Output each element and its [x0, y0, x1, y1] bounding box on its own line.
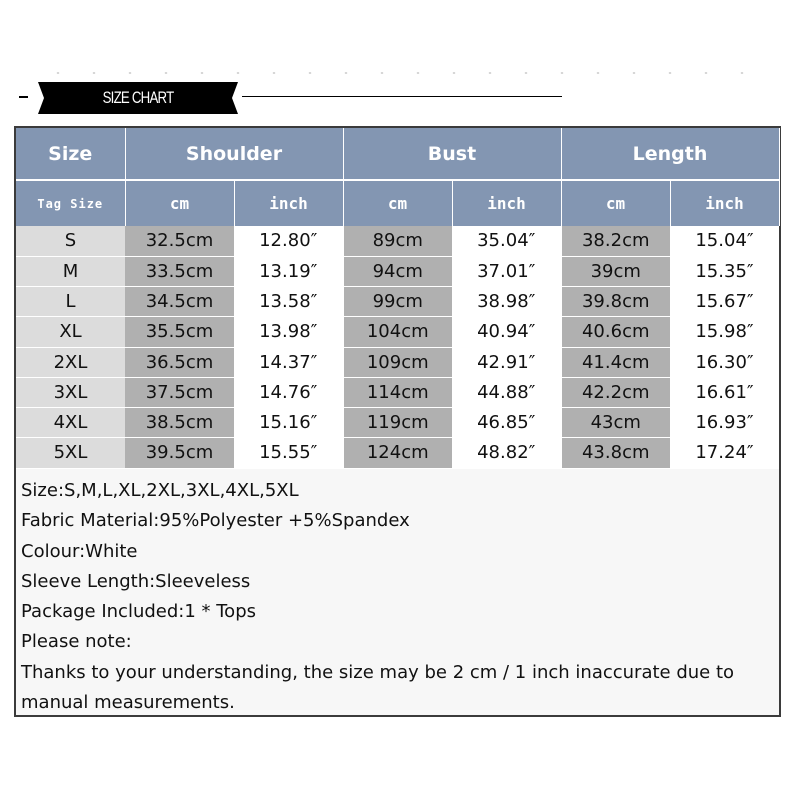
cm-cell: 34.5cm: [125, 287, 234, 317]
size-cell: L: [16, 287, 125, 317]
cm-cell: 94cm: [343, 256, 452, 286]
cm-cell: 41.4cm: [561, 347, 670, 377]
note-size: Size:S,M,L,XL,2XL,3XL,4XL,5XL: [21, 480, 299, 501]
size-cell: 2XL: [16, 347, 125, 377]
left-dash: [19, 96, 28, 98]
inch-cell: 46.85″: [452, 408, 561, 438]
inch-cell: 15.35″: [670, 256, 779, 286]
table-body: [16, 226, 779, 468]
inch-cell: 16.61″: [670, 377, 779, 407]
product-notes: [21, 476, 781, 718]
decorative-dot-line: [40, 72, 760, 74]
size-cell: 4XL: [16, 408, 125, 438]
note-colour: Colour:White: [21, 540, 138, 562]
cm-cell: 109cm: [343, 347, 452, 377]
cm-cell: 35.5cm: [125, 317, 234, 347]
inch-cell: 38.98″: [452, 287, 561, 317]
header-unit: cm: [343, 180, 452, 226]
note-fabric: Fabric Material:95%Polyester +5%Spandex: [21, 510, 410, 532]
title-rule: [242, 96, 562, 97]
inch-cell: 13.58″: [234, 287, 343, 317]
size-cell: S: [16, 226, 125, 256]
header-bust: Bust: [343, 128, 561, 180]
cm-cell: 36.5cm: [125, 347, 234, 377]
header-size: Size: [16, 128, 125, 180]
note-please-note: Please note:: [21, 631, 132, 653]
size-cell: M: [16, 256, 125, 286]
note-thanks-line2: manual measurements.: [21, 692, 235, 714]
cm-cell: 40.6cm: [561, 317, 670, 347]
header-length: Length: [561, 128, 779, 180]
inch-cell: 13.98″: [234, 317, 343, 347]
inch-cell: 44.88″: [452, 377, 561, 407]
table-row: [16, 317, 779, 347]
inch-cell: 12.80″: [234, 226, 343, 256]
inch-cell: 35.04″: [452, 226, 561, 256]
size-table: [16, 128, 780, 469]
cm-cell: 39.5cm: [125, 438, 234, 468]
header-unit: inch: [452, 180, 561, 226]
cm-cell: 37.5cm: [125, 377, 234, 407]
cm-cell: 43.8cm: [561, 438, 670, 468]
table-unit-header-row: [16, 180, 779, 226]
inch-cell: 15.98″: [670, 317, 779, 347]
header-unit: inch: [234, 180, 343, 226]
inch-cell: 40.94″: [452, 317, 561, 347]
cm-cell: 99cm: [343, 287, 452, 317]
inch-cell: 16.30″: [670, 347, 779, 377]
table-row: [16, 226, 779, 256]
table-row: [16, 347, 779, 377]
inch-cell: 37.01″: [452, 256, 561, 286]
header-unit: cm: [125, 180, 234, 226]
inch-cell: 15.16″: [234, 408, 343, 438]
cm-cell: 119cm: [343, 408, 452, 438]
table-row: [16, 377, 779, 407]
table-row: [16, 287, 779, 317]
inch-cell: 15.55″: [234, 438, 343, 468]
table-row: [16, 438, 779, 468]
cm-cell: 124cm: [343, 438, 452, 468]
cm-cell: 39.8cm: [561, 287, 670, 317]
cm-cell: 42.2cm: [561, 377, 670, 407]
size-cell: 3XL: [16, 377, 125, 407]
cm-cell: 104cm: [343, 317, 452, 347]
header-shoulder: Shoulder: [125, 128, 343, 180]
size-chart-title-tag: [38, 82, 238, 114]
note-package: Package Included:1 * Tops: [21, 601, 256, 623]
cm-cell: 114cm: [343, 377, 452, 407]
inch-cell: 15.04″: [670, 226, 779, 256]
header-unit: cm: [561, 180, 670, 226]
cm-cell: 38.5cm: [125, 408, 234, 438]
size-chart-title: SIZE CHART: [102, 88, 174, 107]
header-tag-size: Tag Size: [16, 180, 125, 226]
inch-cell: 48.82″: [452, 438, 561, 468]
table-row: [16, 256, 779, 286]
table-row: [16, 408, 779, 438]
inch-cell: 13.19″: [234, 256, 343, 286]
size-cell: 5XL: [16, 438, 125, 468]
inch-cell: 14.37″: [234, 347, 343, 377]
cm-cell: 32.5cm: [125, 226, 234, 256]
cm-cell: 33.5cm: [125, 256, 234, 286]
inch-cell: 17.24″: [670, 438, 779, 468]
cm-cell: 38.2cm: [561, 226, 670, 256]
cm-cell: 89cm: [343, 226, 452, 256]
inch-cell: 42.91″: [452, 347, 561, 377]
inch-cell: 14.76″: [234, 377, 343, 407]
note-sleeve: Sleeve Length:Sleeveless: [21, 570, 251, 592]
table-group-header-row: [16, 128, 779, 180]
note-thanks-line1: Thanks to your understanding, the size may be 2 cm / 1 inch inaccurate due to: [21, 661, 735, 683]
size-cell: XL: [16, 317, 125, 347]
inch-cell: 15.67″: [670, 287, 779, 317]
inch-cell: 16.93″: [670, 408, 779, 438]
header-unit: inch: [670, 180, 779, 226]
cm-cell: 43cm: [561, 408, 670, 438]
cm-cell: 39cm: [561, 256, 670, 286]
